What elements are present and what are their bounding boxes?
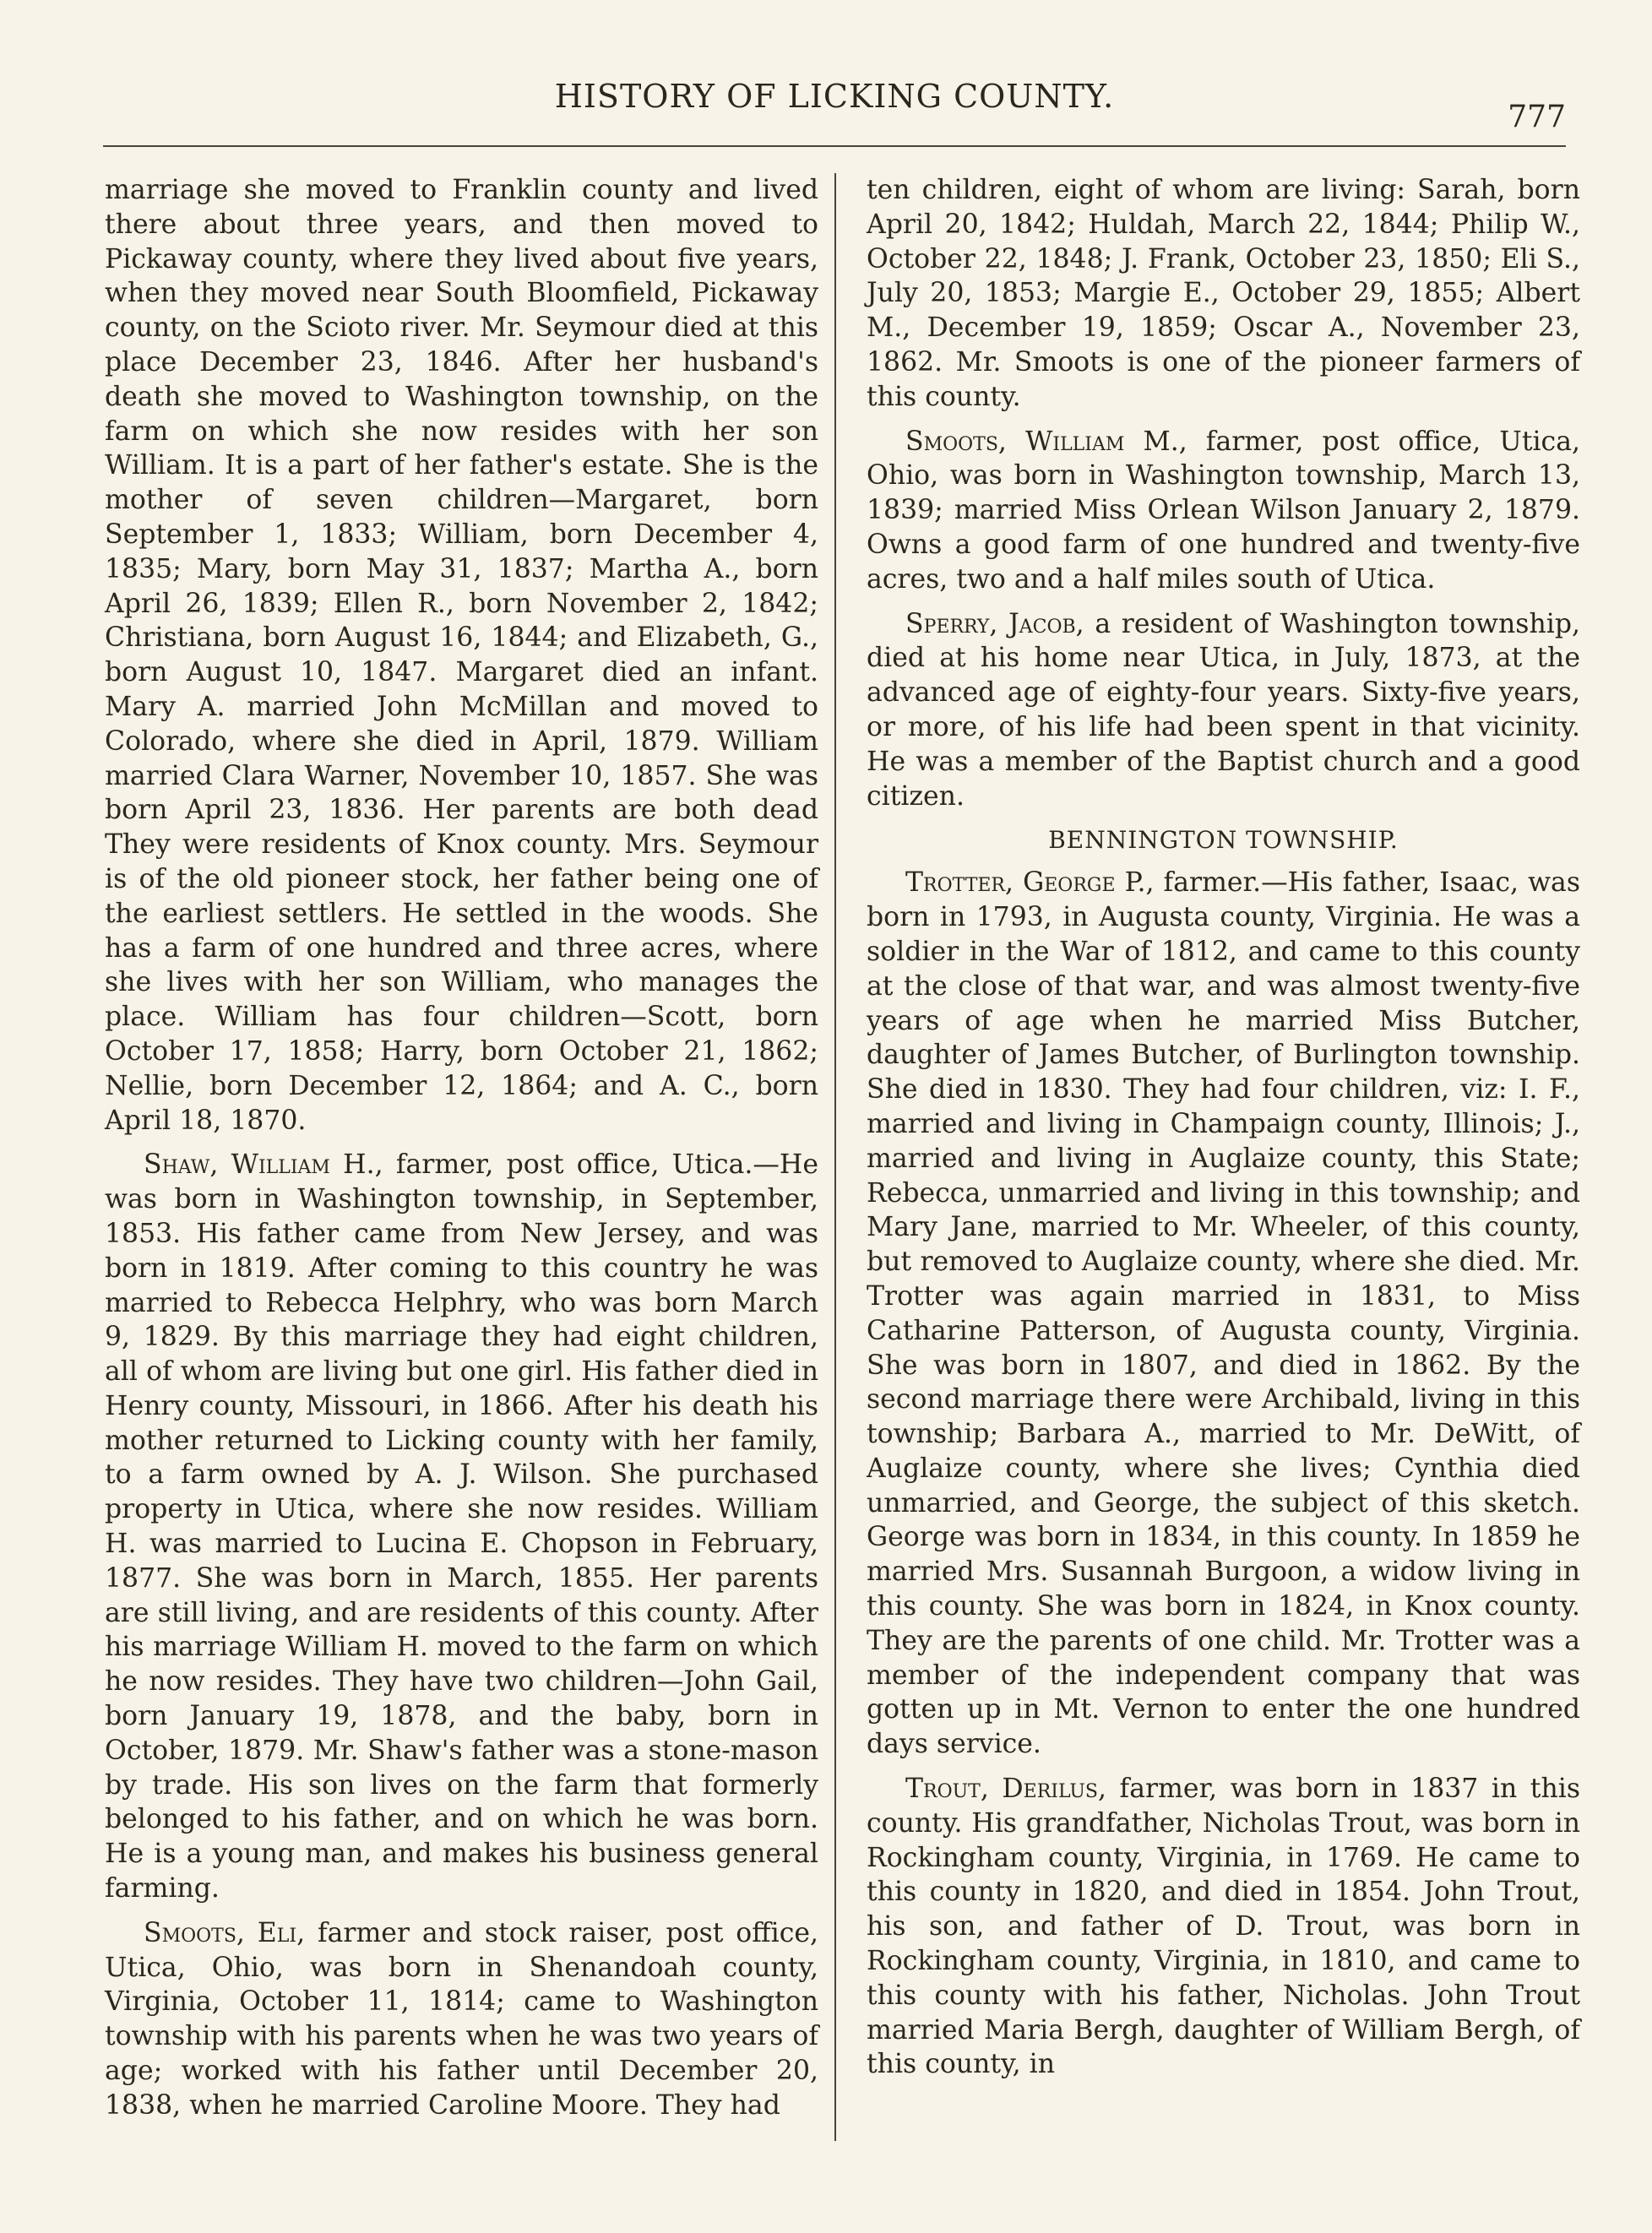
entry-name: Trout, Derilus, xyxy=(905,1774,1106,1805)
entry-text: farmer, was born in 1837 in this county. His grandfather, Nicholas Trout, was born in Rockingham county, Virginia, in 1769. He came to this county in 1820, and died in 1854. John Trout, his son, and father of D. Trout, was born in Rockingham county, Virginia, in 1810, and came to this county with his father, Nicholas. John Trout married Maria Bergh, daughter of William Bergh, of this county, in xyxy=(867,1774,1580,2080)
entry-text: farmer, post office, Utica, Ohio, was born in Washington township, March 13, 1839; married Miss Orlean Wilson January 2, 1879. Owns a good farm of one hundred and twenty-five acres, two and a half miles south of Utica. xyxy=(867,426,1580,595)
biography-entry xyxy=(867,866,1580,1762)
entry-name: Trotter, George P., xyxy=(905,867,1155,899)
entry-text: farmer and stock raiser, post office, Utica, Ohio, was born in Shenandoah county, Virginia, October 11, 1814; came to Washington township with his parents when he was two years of age; worked with his father until December 20, 1838, when he married Caroline Moore. They had xyxy=(105,1917,818,2121)
entry-text: marriage she moved to Franklin county and lived there about three years, and then moved to Pickaway county, where they lived about five years, when they moved near South Bloomfield, Pickaway county, on the Scioto river. Mr. Seymour died at this place December 23, 1846. After her husband's death she moved to Washington township, on the farm on which she now resides with her son William. It is a part of her father's estate. She is the mother of seven children—Margaret, born September 1, 1833; William, born December 4, 1835; Mary, born May 31, 1837; Martha A., born April 26, 1839; Ellen R., born November 2, 1842; Christiana, born August 16, 1844; and Elizabeth, G., born August 10, 1847. Margaret died an infant. Mary A. married John McMillan and moved to Colorado, where she died in April, 1879. William married Clara Warner, November 10, 1857. She was born April 23, 1836. Her parents are both dead They were residents of Knox county. Mrs. Seymour is of the old pioneer stock, her father being one of the earliest settlers. He settled in the woods. She has a farm of one hundred and three acres, where she lives with her son William, who manages the place. William has four children—Scott, born October 17, 1858; Harry, born October 21, 1862; Nellie, born December 12, 1864; and A. C., born April 18, 1870. xyxy=(105,175,818,1136)
column-divider xyxy=(834,173,836,2141)
biography-entry xyxy=(867,607,1580,814)
entry-name: Smoots, Eli, xyxy=(144,1917,306,1948)
biography-entry xyxy=(867,425,1580,597)
page-number: 777 xyxy=(1508,100,1566,134)
biography-entry xyxy=(105,173,818,1138)
entry-text: ten children, eight of whom are living: Sarah, born April 20, 1842; Huldah, March 22, 1844; Philip W., October 22, 1848; J. Frank, October 23, 1850; Eli S., July 20, 1853; Margie E., October 29, 1855; Albert M., December 19, 1859; Oscar A., November 23, 1862. Mr. Smoots is one of the pioneer farmers of this county. xyxy=(867,175,1580,412)
entry-name: Shaw, William H., xyxy=(144,1149,383,1181)
page-header xyxy=(103,78,1566,147)
entry-text: farmer, post office, Utica.—He was born in Washington township, in September, 1853. His father came from New Jersey, and was born in 1819. After coming to this country he was married to Rebecca Helphry, who was born March 9, 1829. By this marriage they had eight children, all of whom are living but one girl. His father died in Henry county, Missouri, in 1866. After his death his mother returned to Licking county with her family, to a farm owned by A. J. Wilson. She purchased property in Utica, where she now resides. William H. was married to Lucina E. Chopson in February, 1877. She was born in March, 1855. Her parents are still living, and are residents of this county. After his marriage William H. moved to the farm on which he now resides. They have two children—John Gail, born January 19, 1878, and the baby, born in October, 1879. Mr. Shaw's father was a stone-mason by trade. His son lives on the farm that formerly belonged to his father, and on which he was born. He is a young man, and makes his business general farming. xyxy=(105,1149,818,1904)
section-heading: BENNINGTON TOWNSHIP. xyxy=(1048,826,1399,855)
right-column xyxy=(867,173,1580,2092)
entry-text: a resident of Washington township, died at his home near Utica, in July, 1873, at the advanced age of eighty-four years. Sixty-five years, or more, of his life had been spent in that vicinity. He was a member of the Baptist church and a good citizen. xyxy=(867,608,1580,812)
entry-name: Sperry, Jacob, xyxy=(905,608,1084,639)
entry-name: Smoots, William M., xyxy=(905,426,1187,457)
biography-entry xyxy=(105,1148,818,1906)
biography-entry xyxy=(105,1916,818,2123)
left-column xyxy=(105,173,818,2133)
biography-entry xyxy=(867,173,1580,415)
entry-text: farmer.—His father, Isaac, was born in 1793, in Augusta county, Virginia. He was a soldier in the War of 1812, and came to this county at the close of that war, and was almost twenty-five years of age when he married Miss Butcher, daughter of James Butcher, of Burlington township. She died in 1830. They had four children, viz: I. F., married and living in Champaign county, Illinois; J., married and living in Auglaize county, this State; Rebecca, unmarried and living in this township; and Mary Jane, married to Mr. Wheeler, of this county, but removed to Auglaize county, where she died. Mr. Trotter was again married in 1831, to Miss Catharine Patterson, of Augusta county, Virginia. She was born in 1807, and died in 1862. By the second marriage there were Archibald, living in this township; Barbara A., married to Mr. DeWitt, of Auglaize county, where she lives; Cynthia died unmarried, and George, the subject of this sketch. George was born in 1834, in this county. In 1859 he married Mrs. Susannah Burgoon, a widow living in this county. She was born in 1824, in Knox county. They are the parents of one child. Mr. Trotter was a member of the independent company that was gotten up in Mt. Vernon to enter the one hundred days service. xyxy=(867,867,1580,1760)
running-title: HISTORY OF LICKING COUNTY. xyxy=(554,78,1115,115)
biography-entry xyxy=(867,1772,1580,2082)
